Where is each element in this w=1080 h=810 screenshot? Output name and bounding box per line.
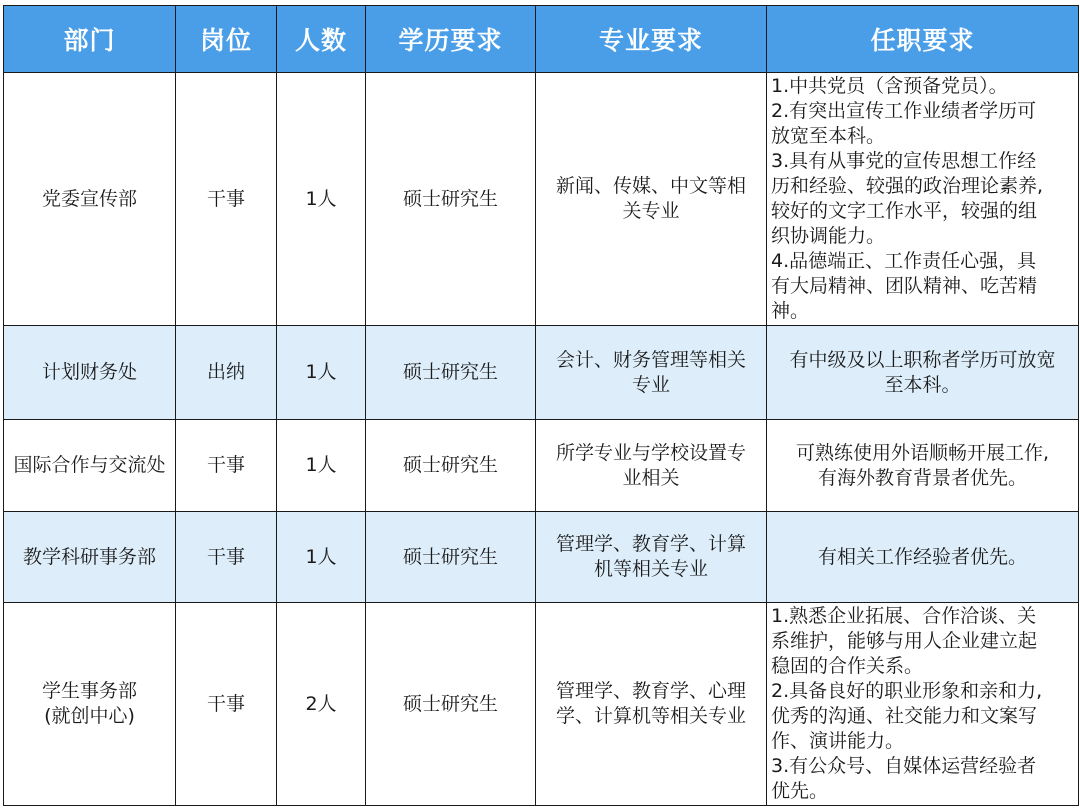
position-cell: 干事 (176, 603, 277, 806)
count-cell: 1人 (277, 326, 366, 420)
department-cell: 计划财务处 (4, 326, 176, 420)
requirements-cell: 1.熟悉企业拓展、合作洽谈、关 系维护，能够与用人企业建立起 稳固的合作关系。 2.具备良好的职业形象和亲和力, 优秀的沟通、社交能力和文案写 作、演讲能力。 3.有公众号、自媒体运营经验者 优先。 (767, 603, 1079, 806)
major-cell: 所学专业与学校设置专 业相关 (536, 420, 767, 512)
header-row (4, 6, 1079, 73)
header-position: 岗位 (176, 6, 277, 73)
count-cell: 1人 (277, 73, 366, 326)
table-row (4, 420, 1079, 512)
count-cell: 1人 (277, 420, 366, 512)
major-cell: 会计、财务管理等相关 专业 (536, 326, 767, 420)
requirements-cell: 有相关工作经验者优先。 (767, 512, 1079, 603)
education-cell: 硕士研究生 (366, 326, 536, 420)
position-cell: 干事 (176, 512, 277, 603)
department-cell: 国际合作与交流处 (4, 420, 176, 512)
position-cell: 干事 (176, 420, 277, 512)
table-row (4, 73, 1079, 326)
table-row (4, 326, 1079, 420)
major-cell: 新闻、传媒、中文等相 关专业 (536, 73, 767, 326)
education-cell: 硕士研究生 (366, 73, 536, 326)
department-cell: 学生事务部 (就创中心) (4, 603, 176, 806)
position-cell: 干事 (176, 73, 277, 326)
requirements-cell: 有中级及以上职称者学历可放宽 至本科。 (767, 326, 1079, 420)
header-major: 专业要求 (536, 6, 767, 73)
education-cell: 硕士研究生 (366, 512, 536, 603)
header-department: 部门 (4, 6, 176, 73)
table-row (4, 603, 1079, 806)
count-cell: 1人 (277, 512, 366, 603)
requirements-cell: 1.中共党员（含预备党员）。 2.有突出宣传工作业绩者学历可 放宽至本科。 3.具有从事党的宣传思想工作经 历和经验、较强的政治理论素养, 较好的文字工作水平，较强的组 织协调能力。 4.品德端正、工作责任心强，具 有大局精神、团队精神、吃苦精 神。 (767, 73, 1079, 326)
education-cell: 硕士研究生 (366, 420, 536, 512)
department-cell: 党委宣传部 (4, 73, 176, 326)
recruitment-table (3, 5, 1079, 806)
header-count: 人数 (277, 6, 366, 73)
header-requirements: 任职要求 (767, 6, 1079, 73)
major-cell: 管理学、教育学、计算 机等相关专业 (536, 512, 767, 603)
requirements-cell: 可熟练使用外语顺畅开展工作, 有海外教育背景者优先。 (767, 420, 1079, 512)
table-row (4, 512, 1079, 603)
education-cell: 硕士研究生 (366, 603, 536, 806)
major-cell: 管理学、教育学、心理 学、计算机等相关专业 (536, 603, 767, 806)
position-cell: 出纳 (176, 326, 277, 420)
department-cell: 教学科研事务部 (4, 512, 176, 603)
header-education: 学历要求 (366, 6, 536, 73)
count-cell: 2人 (277, 603, 366, 806)
